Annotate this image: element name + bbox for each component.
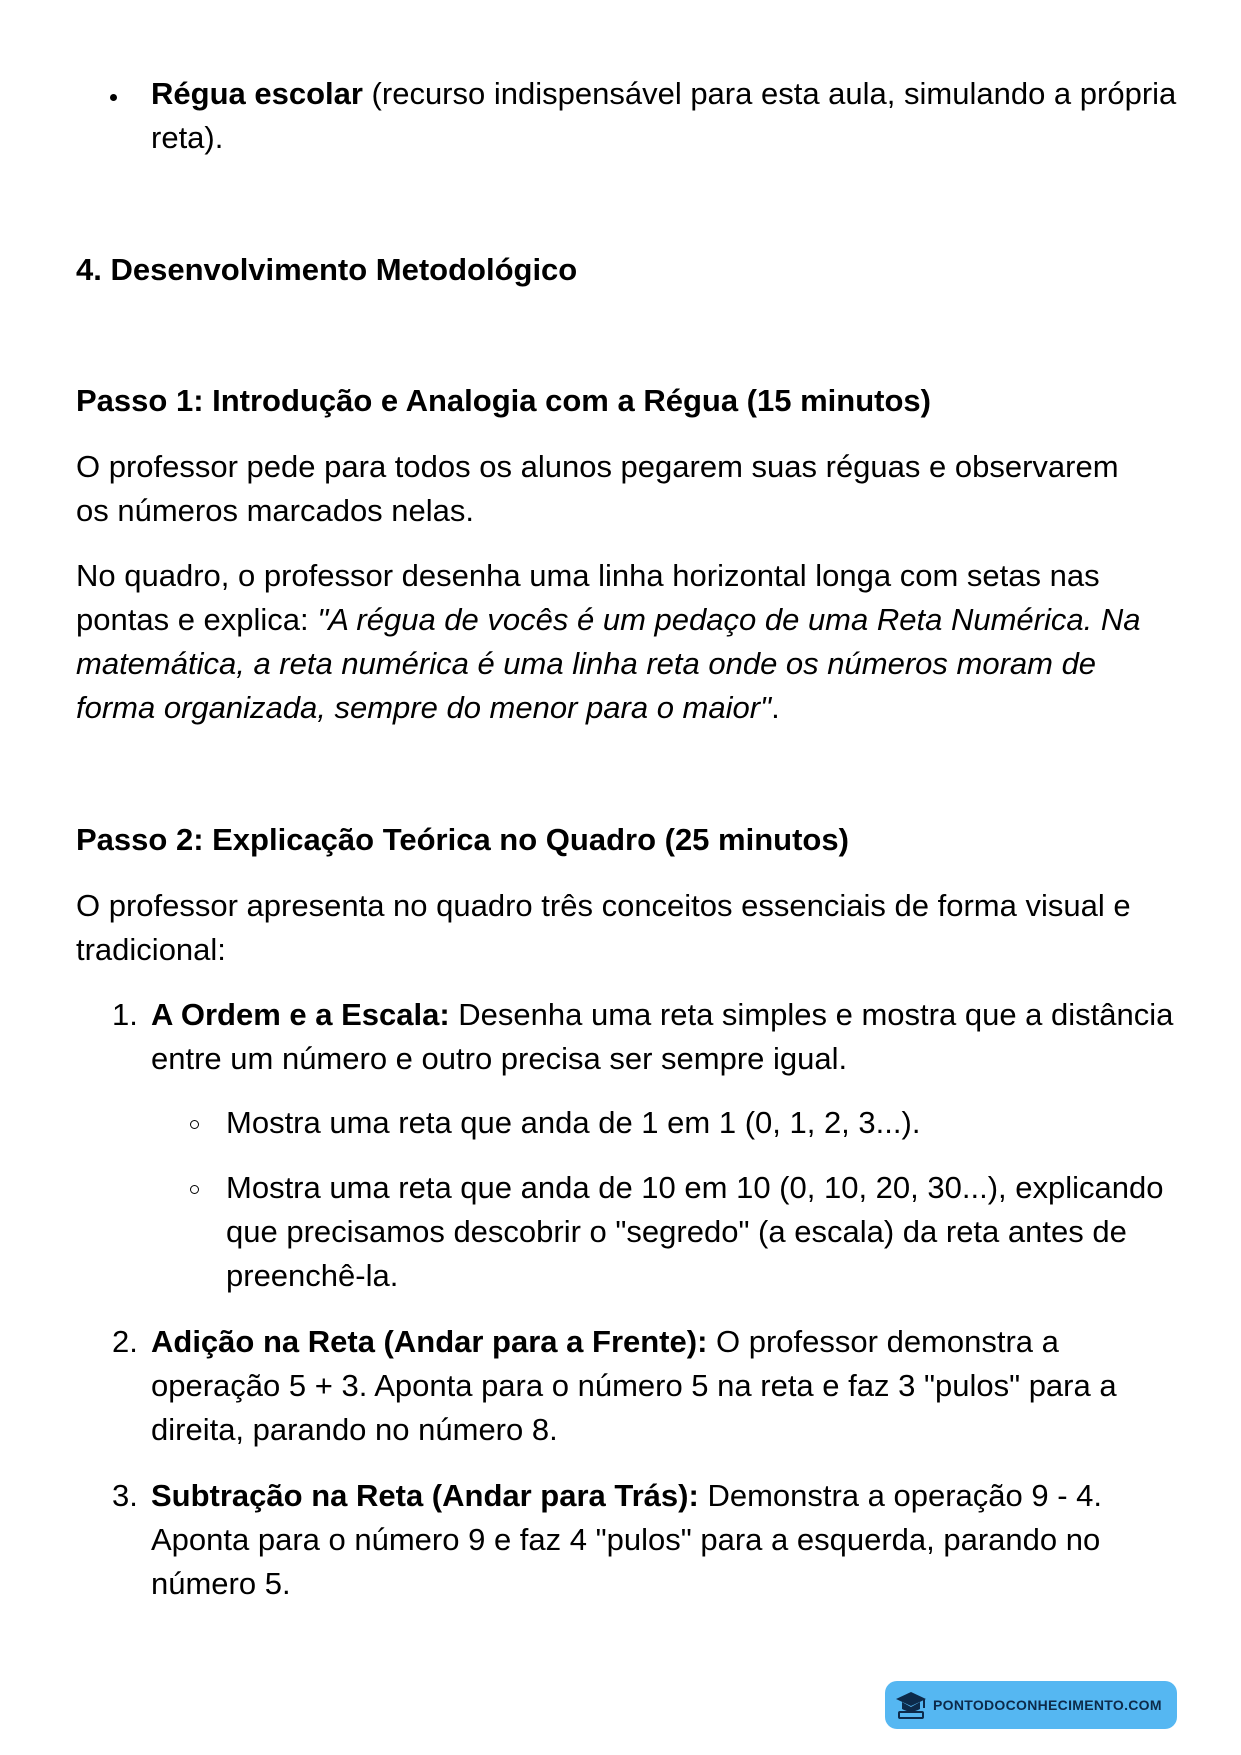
list-number: 3. xyxy=(112,1478,138,1513)
ordered-item-bold: Subtração na Reta (Andar para Trás): xyxy=(151,1478,699,1513)
site-logo-link[interactable] xyxy=(885,1681,1177,1729)
sub-item-2: Mostra uma reta que anda de 10 em 10 (0, 10, 20, 30...), explicando que precisamos descobrir o "segredo" (a escala) da reta antes de preenchê-la. xyxy=(226,1170,1164,1293)
step2-heading: Passo 2: Explicação Teórica no Quadro (25 minutos) xyxy=(76,822,849,857)
logo-text: PONTODOCONHECIMENTO.COM xyxy=(933,1697,1162,1713)
ordered-item-1 xyxy=(151,993,1181,1081)
ordered-item-text: Desenha uma reta simples e mostra que a distância entre um número e outro precisa ser sempre igual. xyxy=(151,997,1174,1076)
circle-bullet-icon xyxy=(190,1120,199,1129)
list-item-text xyxy=(151,72,1181,160)
list-item-bold: Régua escolar xyxy=(151,76,363,111)
bullet-icon xyxy=(110,94,117,101)
list-item-rest: (recurso indispensável para esta aula, simulando a própria reta). xyxy=(151,76,1177,155)
ordered-item-text: O professor demonstra a operação 5 + 3. Aponta para o número 5 na reta e faz 3 "pulos" para a direita, parando no número 8. xyxy=(151,1324,1117,1447)
ordered-item-3 xyxy=(151,1474,1181,1606)
ordered-item-bold: Adição na Reta (Andar para a Frente): xyxy=(151,1324,708,1359)
paragraph-quote: "A régua de vocês é um pedaço de uma Reta Numérica. Na matemática, a reta numérica é uma linha reta onde os números moram de forma organizada, sempre do menor para o maior" xyxy=(76,602,1141,725)
step2-intro: O professor apresenta no quadro três conceitos essenciais de forma visual e tradicional: xyxy=(76,888,1131,967)
step1-heading: Passo 1: Introdução e Analogia com a Régua (15 minutos) xyxy=(76,383,931,418)
step1-paragraph-2 xyxy=(76,554,1156,730)
list-number: 2. xyxy=(112,1324,138,1359)
ordered-item-2 xyxy=(151,1320,1181,1452)
ordered-item-bold: A Ordem e a Escala: xyxy=(151,997,450,1032)
circle-bullet-icon xyxy=(190,1185,199,1194)
paragraph-plain-text: No quadro, o professor desenha uma linha horizontal longa com setas nas pontas e explica: xyxy=(76,558,1100,637)
paragraph-end: . xyxy=(771,690,780,725)
step1-paragraph-1: O professor pede para todos os alunos pegarem suas réguas e observarem os números marcados nelas. xyxy=(76,449,1119,528)
section-heading: 4. Desenvolvimento Metodológico xyxy=(76,252,578,287)
list-number: 1. xyxy=(112,997,138,1032)
sub-item-1: Mostra uma reta que anda de 1 em 1 (0, 1, 2, 3...). xyxy=(226,1105,921,1140)
ordered-item-text: Demonstra a operação 9 - 4. Aponta para o número 9 e faz 4 "pulos" para a esquerda, parando no número 5. xyxy=(151,1478,1103,1601)
graduation-cap-icon xyxy=(895,1690,927,1720)
